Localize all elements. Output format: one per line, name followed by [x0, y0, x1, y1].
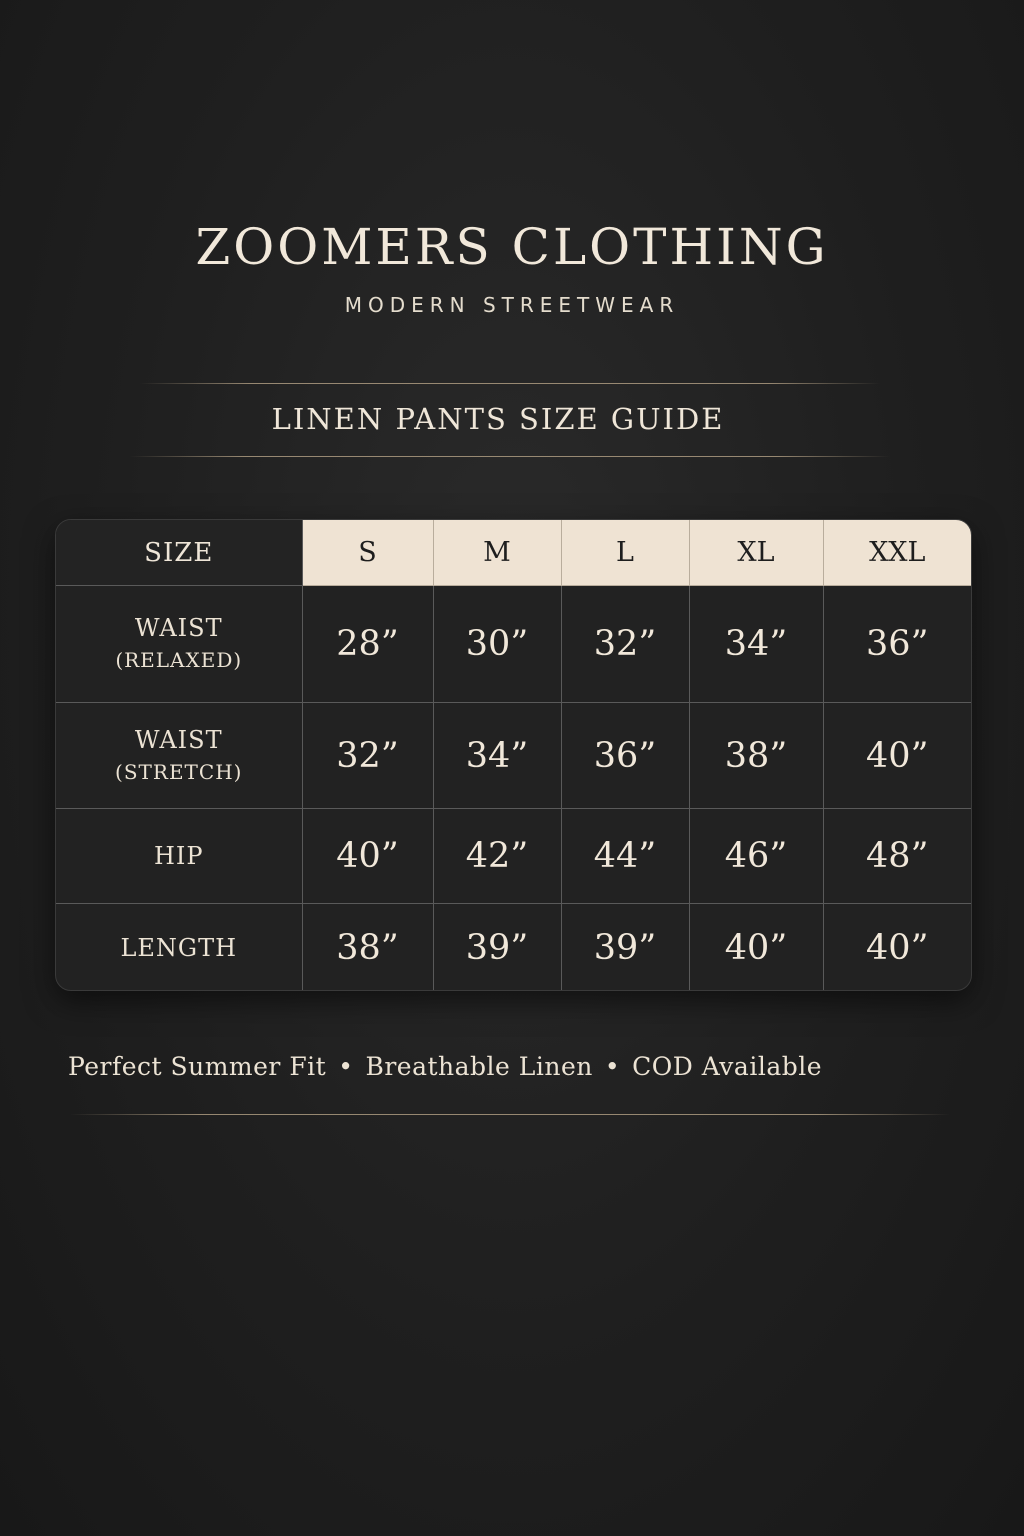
row-label-length: LENGTH	[56, 904, 302, 992]
row-label-hip: HIP	[56, 809, 302, 904]
table-cell: 40”	[302, 809, 433, 904]
table-row-waist-stretch	[56, 703, 971, 809]
feature-line	[68, 1052, 822, 1081]
table-cell: 40”	[689, 904, 823, 992]
table-cell: 30”	[433, 586, 561, 703]
brand-tagline: MODERN STREETWEAR	[344, 293, 680, 317]
size-header-xxl: XXL	[823, 520, 971, 586]
row-label-sub: (STRETCH)	[115, 759, 243, 784]
row-label-sub: (RELAXED)	[115, 648, 243, 672]
table-cell: 38”	[689, 703, 823, 809]
table-cell: 34”	[433, 703, 561, 809]
table-cell: 32”	[561, 586, 689, 703]
size-header-l: L	[561, 520, 689, 586]
table-cell: 44”	[561, 809, 689, 904]
table-cell: 36”	[561, 703, 689, 809]
table-cell: 39”	[561, 904, 689, 992]
table-cell: 36”	[823, 586, 971, 703]
row-label-waist-stretch	[56, 703, 302, 809]
table-cell: 32”	[302, 703, 433, 809]
table-cell: 40”	[823, 703, 971, 809]
table-cell: 34”	[689, 586, 823, 703]
table-cell: 38”	[302, 904, 433, 992]
feature-item: Perfect Summer Fit	[68, 1052, 327, 1081]
table-cell: 28”	[302, 586, 433, 703]
table-cell: 39”	[433, 904, 561, 992]
table-row-length	[56, 904, 971, 992]
size-table	[56, 520, 971, 991]
size-table-card	[55, 519, 972, 991]
feature-item: COD Available	[632, 1052, 823, 1081]
bullet-separator: •	[338, 1052, 354, 1081]
table-row-waist-relaxed	[56, 586, 971, 703]
divider-under-title	[130, 456, 890, 457]
bullet-separator: •	[604, 1052, 621, 1081]
feature-item: Breathable Linen	[365, 1052, 593, 1081]
divider-top	[140, 383, 880, 384]
row-label-waist-relaxed	[56, 586, 302, 703]
row-label-main: WAIST	[134, 614, 223, 642]
table-row-hip	[56, 809, 971, 904]
table-cell: 42”	[433, 809, 561, 904]
size-header-xl: XL	[689, 520, 823, 586]
row-label-main: WAIST	[134, 725, 223, 754]
brand-name: ZOOMERS CLOTHING	[195, 218, 829, 276]
size-guide-title: LINEN PANTS SIZE GUIDE	[271, 402, 725, 436]
size-corner-label: SIZE	[56, 520, 302, 586]
table-cell: 46”	[689, 809, 823, 904]
size-header-m: M	[433, 520, 561, 586]
table-cell: 48”	[823, 809, 971, 904]
table-cell: 40”	[823, 904, 971, 992]
size-header-s: S	[302, 520, 433, 586]
divider-bottom	[70, 1114, 950, 1115]
size-header-row	[56, 520, 971, 586]
